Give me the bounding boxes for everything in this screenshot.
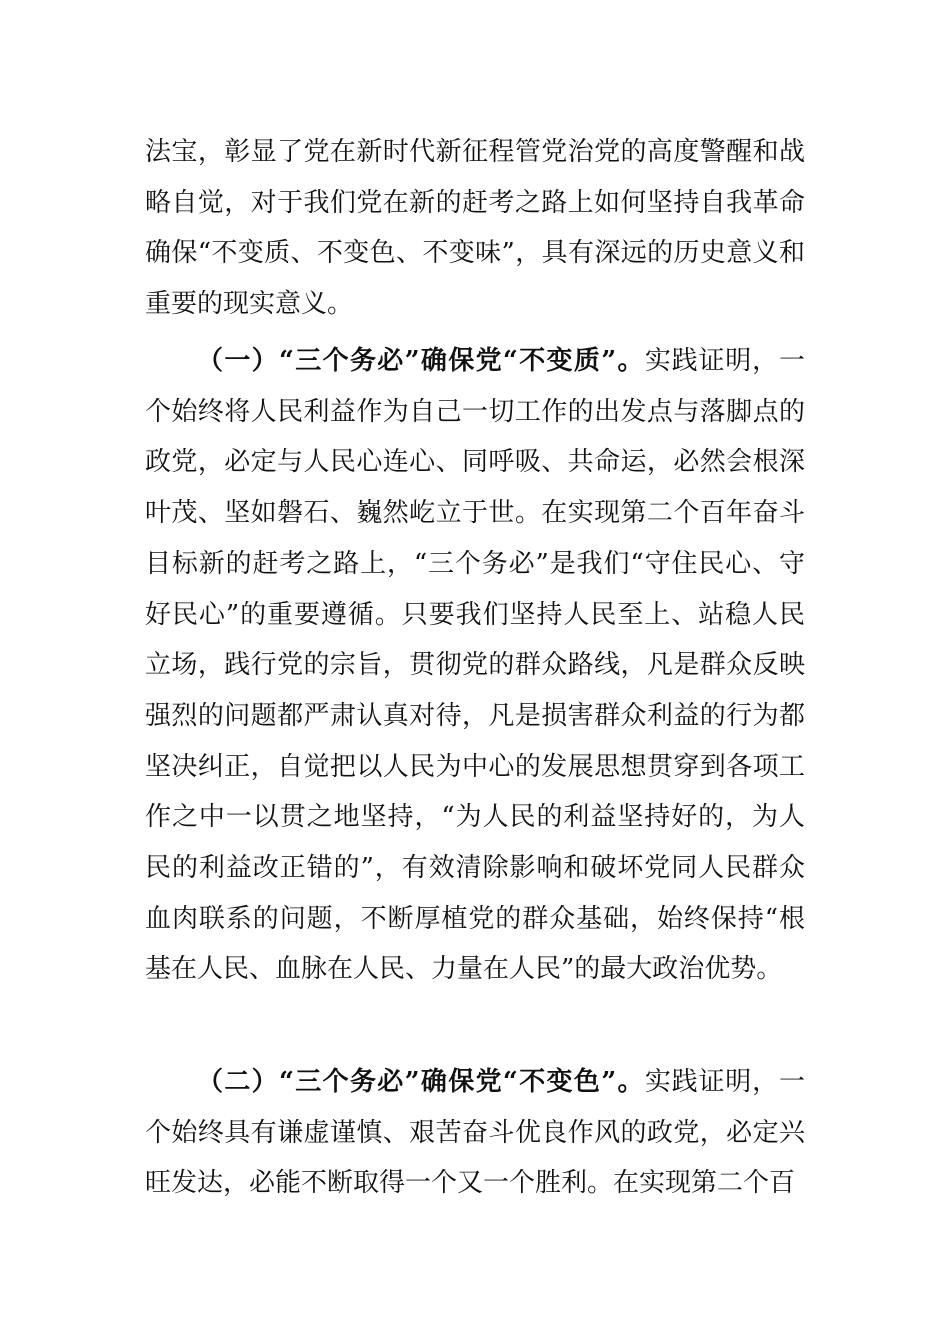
- section-1-heading: （一）“三个务必”确保党“不变质”。: [197, 346, 645, 376]
- paragraph-section-1: [145, 336, 805, 995]
- paragraph-section-2: [145, 1057, 805, 1209]
- paragraph-intro: [145, 127, 805, 330]
- paragraph-intro-body: 法宝，彰显了党在新时代新征程管党治党的高度警醒和战略自觉，对于我们党在新的赶考之路上如何坚持自我革命确保“不变质、不变色、不变味”，具有深远的历史意义和重要的现实意义。: [145, 137, 805, 320]
- section-1-body: 实践证明，一个始终将人民利益作为自己一切工作的出发点与落脚点的政党，必定与人民心连心、同呼吸、共命运，必然会根深叶茂、坚如磐石、巍然屹立于世。在实现第二个百年奋斗目标新的赶考之路上，“三个务必”是我们“守住民心、守好民心”的重要遵循。只要我们坚持人民至上、站稳人民立场，践行党的宗旨，贯彻党的群众路线，凡是群众反映强烈的问题都严肃认真对待，凡是损害群众利益的行为都坚决纠正，自觉把以人民为中心的发展思想贯穿到各项工作之中一以贯之地坚持，“为人民的利益坚持好的，为人民的利益改正错的”，有效清除影响和破坏党同人民群众血肉联系的问题，不断厚植党的群众基础，始终保持“根基在人民、血脉在人民、力量在人民”的最大政治优势。: [145, 346, 805, 985]
- section-2-body: 实践证明，一个始终具有谦虚谨慎、艰苦奋斗优良作风的政党，必定兴旺发达，必能不断取得一个又一个胜利。在实现第二个百: [145, 1067, 805, 1199]
- section-2-heading: （二）“三个务必”确保党“不变色”。: [197, 1067, 645, 1097]
